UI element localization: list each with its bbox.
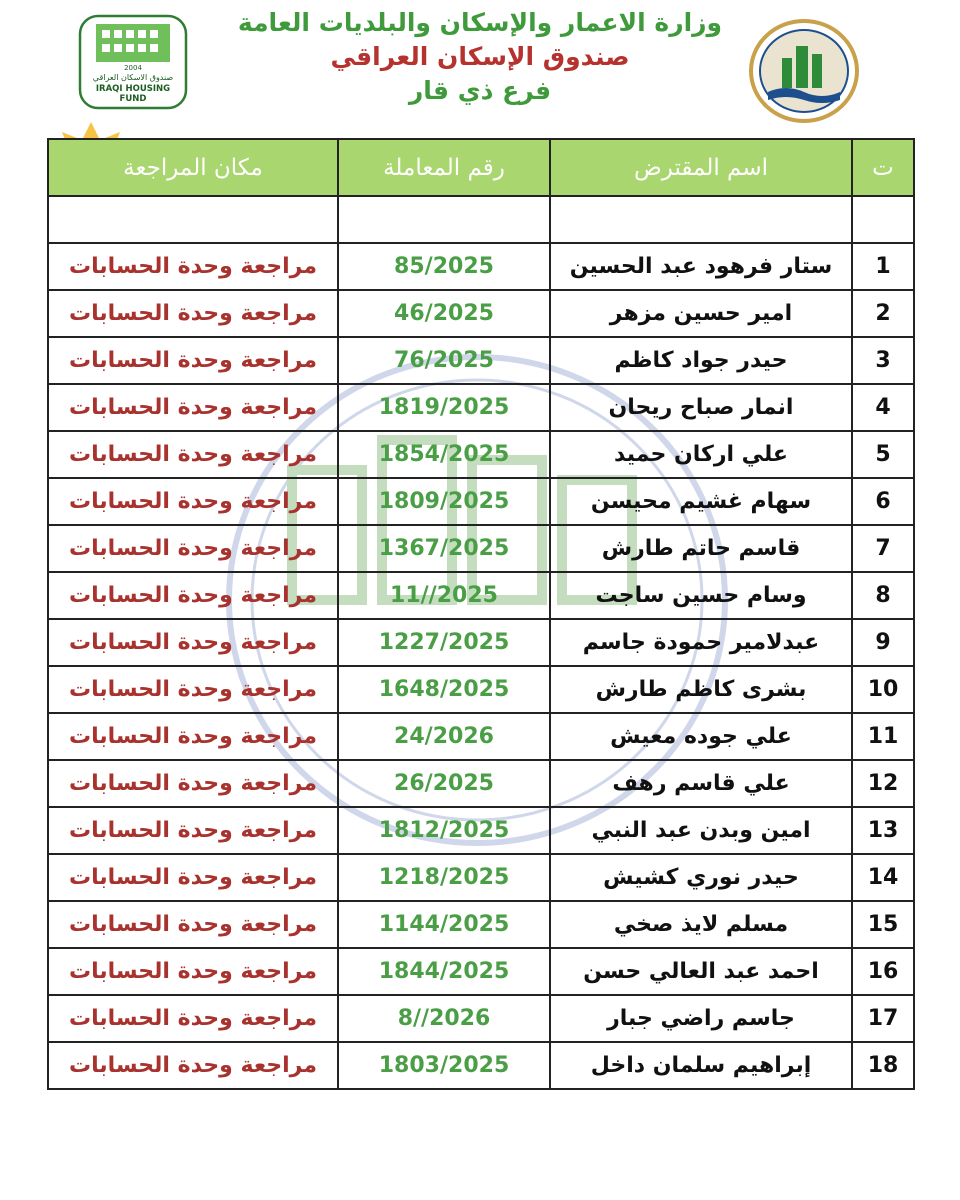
table-row xyxy=(48,713,914,760)
review-place: مراجعة وحدة الحسابات xyxy=(48,901,338,948)
row-number: 10 xyxy=(852,666,914,713)
transaction-number: 1227/2025 xyxy=(338,619,550,666)
transaction-number: 1144/2025 xyxy=(338,901,550,948)
logo-arabic-name: صندوق الاسكان العراقي xyxy=(92,73,174,82)
borrower-name: احمد عبد العالي حسن xyxy=(550,948,852,995)
row-number: 12 xyxy=(852,760,914,807)
row-number: 13 xyxy=(852,807,914,854)
review-place: مراجعة وحدة الحسابات xyxy=(48,431,338,478)
borrower-name: بشرى كاظم طارش xyxy=(550,666,852,713)
transaction-number: 1218/2025 xyxy=(338,854,550,901)
document-header xyxy=(0,0,960,135)
review-place: مراجعة وحدة الحسابات xyxy=(48,619,338,666)
table-row xyxy=(48,807,914,854)
table-row xyxy=(48,948,914,995)
transaction-number: 1648/2025 xyxy=(338,666,550,713)
row-number: 7 xyxy=(852,525,914,572)
transaction-number: 1819/2025 xyxy=(338,384,550,431)
borrower-name: علي قاسم رهف xyxy=(550,760,852,807)
borrower-name: إبراهيم سلمان داخل xyxy=(550,1042,852,1089)
row-number: 17 xyxy=(852,995,914,1042)
table-row xyxy=(48,619,914,666)
logo-english-line1: IRAQI HOUSING xyxy=(95,84,171,94)
table-row xyxy=(48,431,914,478)
row-number: 9 xyxy=(852,619,914,666)
borrower-name: مسلم لايذ صخي xyxy=(550,901,852,948)
table-header-row xyxy=(48,139,914,196)
table-row xyxy=(48,290,914,337)
logo-english-line2: FUND xyxy=(119,94,147,104)
review-place: مراجعة وحدة الحسابات xyxy=(48,807,338,854)
review-place: مراجعة وحدة الحسابات xyxy=(48,525,338,572)
borrower-name: علي اركان حميد xyxy=(550,431,852,478)
review-place: مراجعة وحدة الحسابات xyxy=(48,713,338,760)
row-number: 16 xyxy=(852,948,914,995)
borrower-name: جاسم راضي جبار xyxy=(550,995,852,1042)
row-number: 2 xyxy=(852,290,914,337)
transaction-number: 76/2025 xyxy=(338,337,550,384)
row-number: 5 xyxy=(852,431,914,478)
transaction-number: 85/2025 xyxy=(338,243,550,290)
row-number: 11 xyxy=(852,713,914,760)
review-place: مراجعة وحدة الحسابات xyxy=(48,478,338,525)
transaction-number: 1812/2025 xyxy=(338,807,550,854)
review-place: مراجعة وحدة الحسابات xyxy=(48,243,338,290)
transaction-number: 1844/2025 xyxy=(338,948,550,995)
table-row xyxy=(48,572,914,619)
borrower-name: علي جوده معيش xyxy=(550,713,852,760)
transaction-number: 46/2025 xyxy=(338,290,550,337)
borrower-name: ستار فرهود عبد الحسين xyxy=(550,243,852,290)
table-row xyxy=(48,337,914,384)
row-number: 3 xyxy=(852,337,914,384)
table-row xyxy=(48,384,914,431)
table-body xyxy=(48,243,914,1089)
row-number: 14 xyxy=(852,854,914,901)
table-row xyxy=(48,243,914,290)
header-titles xyxy=(210,6,750,108)
row-number: 15 xyxy=(852,901,914,948)
ministry-emblem-logo xyxy=(748,18,860,124)
table-gap-row xyxy=(48,196,914,243)
branch-title: فرع ذي قار xyxy=(408,76,552,105)
borrower-name: حيدر جواد كاظم xyxy=(550,337,852,384)
review-place: مراجعة وحدة الحسابات xyxy=(48,1042,338,1089)
transaction-number: 8//2026 xyxy=(338,995,550,1042)
header-place: مكان المراجعة xyxy=(48,139,338,196)
review-place: مراجعة وحدة الحسابات xyxy=(48,572,338,619)
header-txn: رقم المعاملة xyxy=(338,139,550,196)
table-row xyxy=(48,854,914,901)
transaction-number: 24/2026 xyxy=(338,713,550,760)
review-place: مراجعة وحدة الحسابات xyxy=(48,760,338,807)
transaction-number: 1809/2025 xyxy=(338,478,550,525)
borrower-name: امير حسين مزهر xyxy=(550,290,852,337)
review-place: مراجعة وحدة الحسابات xyxy=(48,337,338,384)
borrower-name: عبدلامير حمودة جاسم xyxy=(550,619,852,666)
review-place: مراجعة وحدة الحسابات xyxy=(48,290,338,337)
header-num: ت xyxy=(852,139,914,196)
table-row xyxy=(48,995,914,1042)
header-name: اسم المقترض xyxy=(550,139,852,196)
row-number: 18 xyxy=(852,1042,914,1089)
row-number: 1 xyxy=(852,243,914,290)
review-place: مراجعة وحدة الحسابات xyxy=(48,384,338,431)
row-number: 8 xyxy=(852,572,914,619)
logo-year: 2004 xyxy=(124,64,142,72)
transaction-number: 26/2025 xyxy=(338,760,550,807)
review-place: مراجعة وحدة الحسابات xyxy=(48,666,338,713)
review-place: مراجعة وحدة الحسابات xyxy=(48,948,338,995)
borrower-name: قاسم حاتم طارش xyxy=(550,525,852,572)
transaction-number: 1803/2025 xyxy=(338,1042,550,1089)
ministry-title: وزارة الاعمار والإسكان والبلديات العامة xyxy=(237,8,723,37)
table-row xyxy=(48,525,914,572)
table-row xyxy=(48,760,914,807)
iraqi-housing-fund-logo xyxy=(78,14,188,110)
row-number: 6 xyxy=(852,478,914,525)
table-row xyxy=(48,478,914,525)
table-row xyxy=(48,901,914,948)
transaction-number: 1854/2025 xyxy=(338,431,550,478)
transaction-number: 1367/2025 xyxy=(338,525,550,572)
transaction-number: 11//2025 xyxy=(338,572,550,619)
fund-title: صندوق الإسكان العراقي xyxy=(330,42,630,71)
review-place: مراجعة وحدة الحسابات xyxy=(48,854,338,901)
borrower-name: امين وبدن عبد النبي xyxy=(550,807,852,854)
table-row xyxy=(48,1042,914,1089)
borrower-name: انمار صباح ريحان xyxy=(550,384,852,431)
borrower-name: سهام غشيم محيسن xyxy=(550,478,852,525)
borrower-name: حيدر نوري كشيش xyxy=(550,854,852,901)
review-place: مراجعة وحدة الحسابات xyxy=(48,995,338,1042)
borrower-name: وسام حسين ساجت xyxy=(550,572,852,619)
table-row xyxy=(48,666,914,713)
row-number: 4 xyxy=(852,384,914,431)
borrowers-table xyxy=(47,138,915,1090)
